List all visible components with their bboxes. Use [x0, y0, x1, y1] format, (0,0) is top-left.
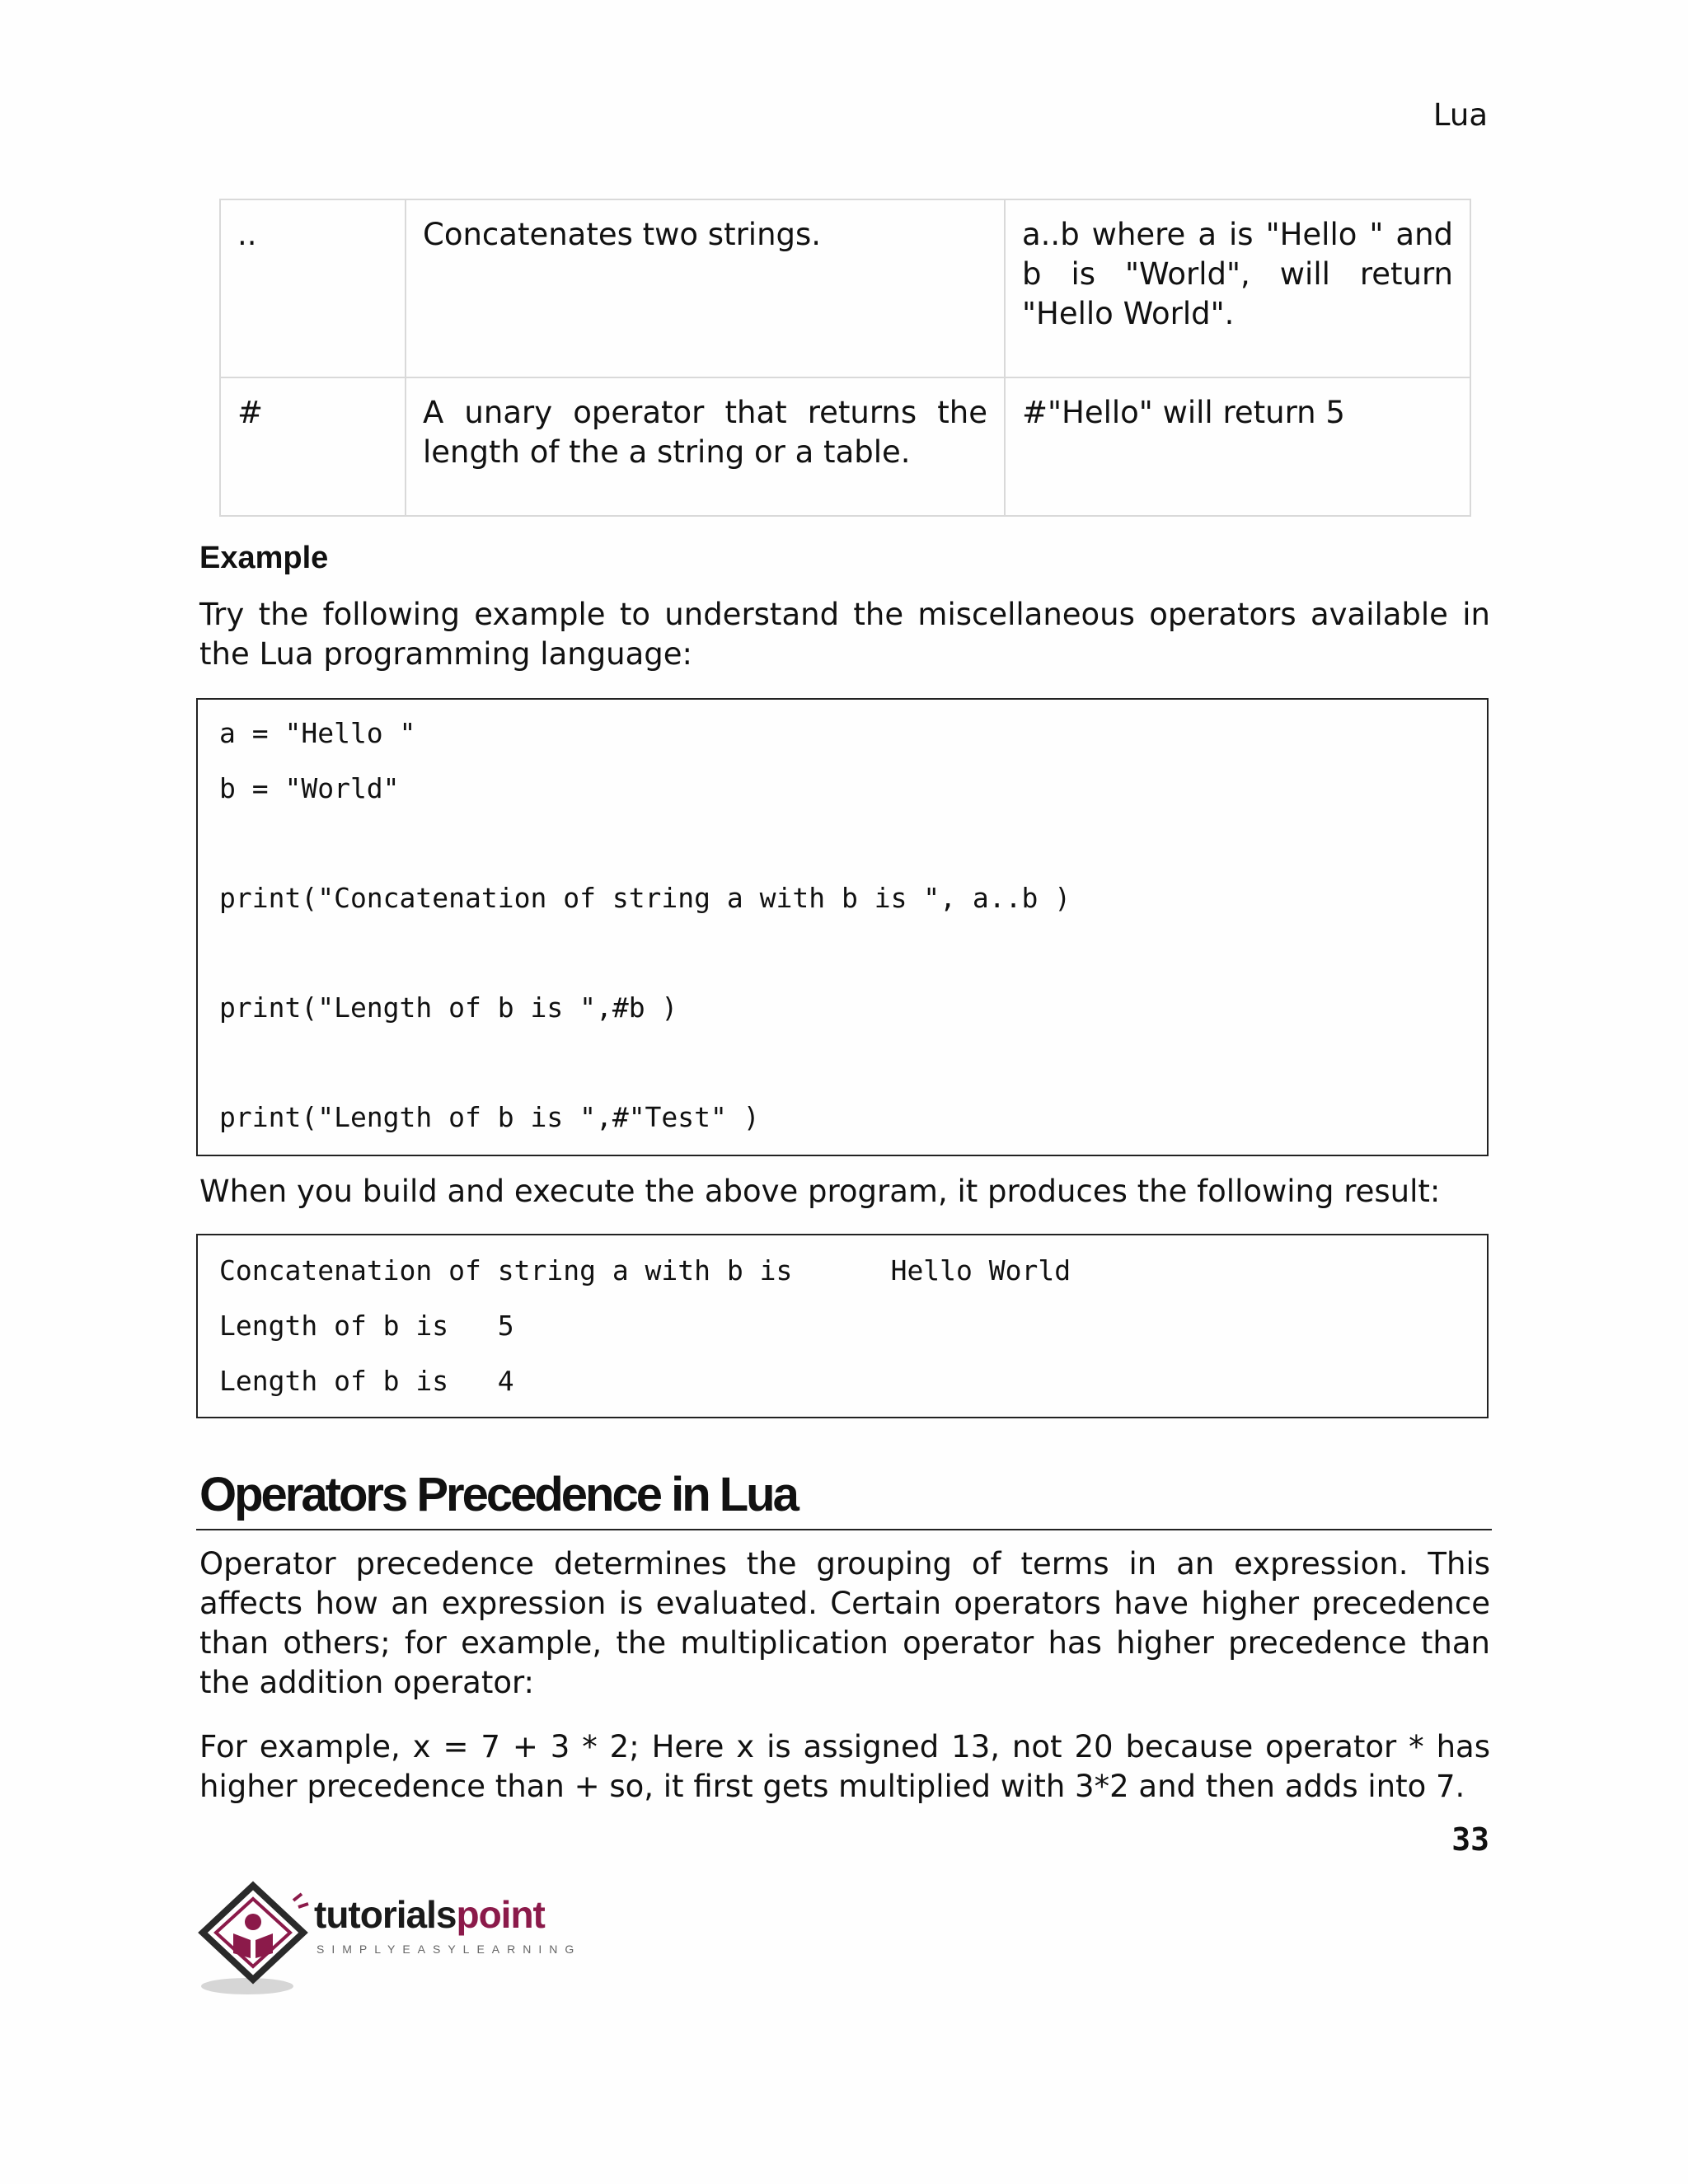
section-heading: Operators Precedence in Lua [199, 1468, 797, 1521]
code-line: print("Length of b is ",#"Test" ) [219, 1101, 760, 1133]
table-row [220, 377, 1470, 516]
operator-cell: .. [220, 199, 406, 377]
output-block [196, 1234, 1489, 1418]
output-line: Length of b is 5 [219, 1310, 514, 1342]
code-line: b = "World" [219, 772, 400, 804]
page-number: 33 [1451, 1821, 1489, 1858]
section-paragraph: For example, x = 7 + 3 * 2; Here x is assigned 13, not 20 because operator * has higher precedence than + so, it first gets multiplied with 3*2 and then adds into 7. [199, 1729, 1490, 1804]
logo-wordmark: tutorialspoint [314, 1893, 545, 1936]
operators-table [219, 199, 1471, 517]
example-cell: #"Hello" will return 5 [1005, 377, 1470, 516]
code-line: print("Concatenation of string a with b is ", a..b ) [219, 882, 1071, 914]
logo-tagline: SIMPLYEASYLEARNING [316, 1943, 582, 1956]
description-cell: A unary operator that returns the length of the a string or a table. [406, 377, 1005, 516]
header-title: Lua [1432, 97, 1488, 133]
code-line: a = "Hello " [219, 717, 416, 749]
output-line: Concatenation of string a with b is Hello World [219, 1254, 1071, 1286]
output-line: Length of b is 4 [219, 1365, 514, 1397]
example-cell: a..b where a is "Hello " and b is "World", will return "Hello World". [1005, 199, 1470, 377]
table-row [220, 199, 1470, 377]
heading-divider [196, 1529, 1492, 1530]
logo-mark-icon [196, 1879, 320, 2003]
operator-cell: # [220, 377, 406, 516]
example-heading: Example [199, 541, 329, 575]
tutorialspoint-logo [196, 1879, 625, 2003]
example-intro: Try the following example to understand the miscellaneous operators available in the Lua programming language: [199, 597, 1490, 672]
code-block [196, 698, 1489, 1156]
code-line: print("Length of b is ",#b ) [219, 991, 678, 1024]
section-paragraph: Operator precedence determines the grouping of terms in an expression. This affects how an expression is evaluated. Certain operators have higher precedence than others; for example, the multiplication operator has higher precedence than the addition operator: [199, 1546, 1490, 1700]
description-cell: Concatenates two strings. [406, 199, 1005, 377]
result-intro: When you build and execute the above program, it produces the following result: [199, 1174, 1441, 1209]
